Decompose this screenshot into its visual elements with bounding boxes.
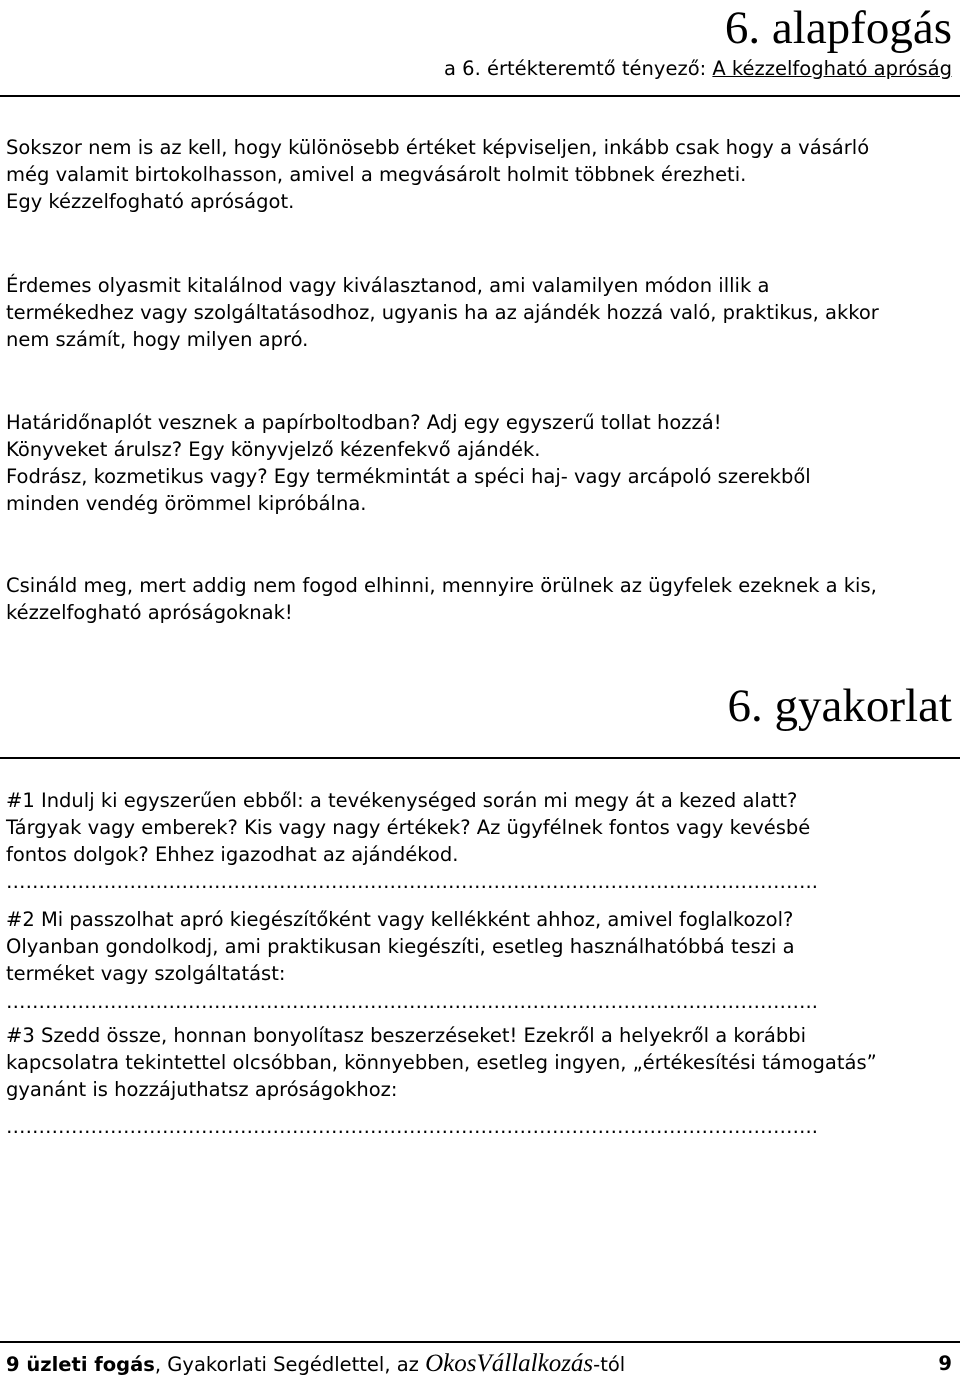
- text-line: minden vendég örömmel kipróbálna.: [6, 492, 367, 515]
- text-line: Érdemes olyasmit kitalálnod vagy kiválasztanod, ami valamilyen módon illik a: [6, 274, 770, 297]
- intro-paragraph-2: [6, 272, 956, 353]
- text-line: termékedhez vagy szolgáltatásodhoz, ugyanis ha az ajándék hozzá való, praktikus, akkor: [6, 301, 879, 324]
- page-subtitle: [444, 56, 952, 82]
- text-line: Könyveket árulsz? Egy könyvjelző kézenfekvő ajándék.: [6, 438, 541, 461]
- answer-line-2: ……………………………………………………………………………………………………………..: [6, 990, 818, 1013]
- text-line: Határidőnaplót vesznek a papírboltodban? Adj egy egyszerű tollat hozzá!: [6, 411, 722, 434]
- text-line: kapcsolatra tekintettel olcsóbban, könnyebben, esetleg ingyen, „értékesítési támogatás”: [6, 1051, 877, 1074]
- footer-suffix: -tól: [593, 1353, 626, 1376]
- text-line: terméket vagy szolgáltatást:: [6, 962, 286, 985]
- text-line: Fodrász, kozmetikus vagy? Egy termékmintát a spéci haj- vagy arcápoló szerekből: [6, 465, 811, 488]
- text-line: #2 Mi passzolhat apró kiegészítőként vagy kellékként ahhoz, amivel foglalkozol?: [6, 908, 794, 931]
- text-line: Csináld meg, mert addig nem fogod elhinni, mennyire örülnek az ügyfelek ezeknek a kis,: [6, 574, 877, 597]
- exercise-question-1: [6, 787, 956, 868]
- answer-line-3: ……………………………………………………………………………………………………………..: [6, 1115, 818, 1138]
- text-line: #3 Szedd össze, honnan bonyolítasz beszerzéseket! Ezekről a helyekről a korábbi: [6, 1024, 807, 1047]
- subtitle-underlined: A kézzelfogható apróság: [712, 57, 952, 80]
- text-line: nem számít, hogy milyen apró.: [6, 328, 309, 351]
- text-line: Tárgyak vagy emberek? Kis vagy nagy értékek? Az ügyfélnek fontos vagy kevésbé: [6, 816, 811, 839]
- subtitle-prefix: a 6. értékteremtő tényező:: [444, 57, 713, 80]
- answer-line-1: ……………………………………………………………………………………………………………..: [6, 870, 818, 893]
- footer-divider: [0, 1341, 960, 1343]
- text-line: Sokszor nem is az kell, hogy különösebb értéket képviseljen, inkább csak hogy a vásárló: [6, 136, 870, 159]
- exercise-divider: [0, 757, 960, 759]
- footer-bold: 9 üzleti fogás: [6, 1353, 155, 1376]
- text-line: fontos dolgok? Ehhez igazodhat az ajándékod.: [6, 843, 459, 866]
- text-line: még valamit birtokolhasson, amivel a megvásárolt holmit többnek érezheti.: [6, 163, 747, 186]
- footer-text: [6, 1350, 625, 1378]
- intro-paragraph-3: [6, 409, 956, 517]
- intro-paragraph-1: [6, 134, 956, 215]
- text-line: kézzelfogható apróságoknak!: [6, 601, 293, 624]
- text-line: #1 Indulj ki egyszerűen ebből: a tevékenységed során mi megy át a kezed alatt?: [6, 789, 798, 812]
- footer-brand: OkosVállalkozás: [425, 1350, 594, 1377]
- exercise-title: 6. gyakorlat: [727, 680, 952, 732]
- text-line: gyanánt is hozzájuthatsz apróságokhoz:: [6, 1078, 398, 1101]
- page-title: 6. alapfogás: [724, 2, 952, 54]
- exercise-question-3: [6, 1022, 956, 1103]
- text-line: Olyanban gondolkodj, ami praktikusan kiegészíti, esetleg használhatóbbá teszi a: [6, 935, 795, 958]
- page-number: 9: [938, 1352, 952, 1375]
- intro-paragraph-4: [6, 572, 956, 626]
- subtitle-divider: [0, 95, 960, 97]
- text-line: Egy kézzelfogható apróságot.: [6, 190, 295, 213]
- exercise-question-2: [6, 906, 956, 987]
- footer-middle: , Gyakorlati Segédlettel, az: [154, 1353, 426, 1376]
